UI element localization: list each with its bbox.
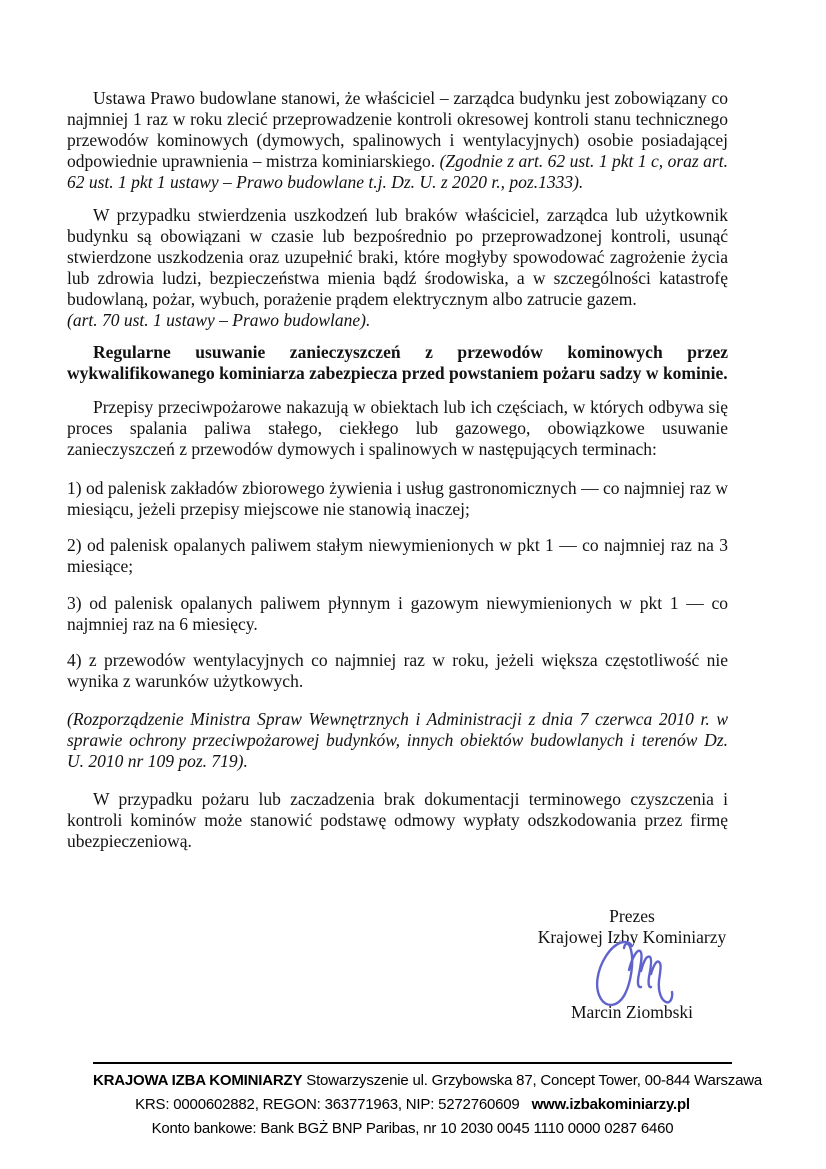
- list-item-deadline-3: 3) od palenisk opalanych paliwem płynnym i gazowym niewymienionych w pkt 1 — co najmniej raz na 6 miesięcy.: [67, 593, 728, 634]
- list-item-deadline-2: 2) od palenisk opalanych paliwem stałym niewymienionych w pkt 1 — co najmniej raz na 3 miesiące;: [67, 535, 728, 576]
- footer-website-link: www.izbakominiarzy.pl: [531, 1096, 690, 1113]
- footer-org-address: Stowarzyszenie ul. Grzybowska 87, Concept Tower, 00-844 Warszawa: [306, 1072, 763, 1089]
- paragraph-fire-rules-intro: Przepisy przeciwpożarowe nakazują w obiektach lub ich częściach, w których odbywa się proces spalania paliwa stałego, ciekłego lub gazowego, obowiązkowe usuwanie zanieczyszczeń z przewodów dymowych i spalinowych w następujących terminach:: [67, 397, 728, 459]
- paragraph-insurance: W przypadku pożaru lub zaczadzenia brak dokumentacji terminowego czyszczenia i kontroli kominów może stanowić podstawę odmowy wypłaty odszkodowania przez firmę ubezpieczeniową.: [67, 789, 728, 851]
- intro-legal-reference: (Zgodnie z art. 62 ust. 1 pkt 1 c, oraz art. 62 ust. 1 pkt 1 ustawy – Prawo budowlane t.j. Dz. U. z 2020 r., poz.1333).: [67, 151, 728, 192]
- footer-org-line: [93, 1069, 763, 1093]
- footer: [93, 1062, 763, 1141]
- obligations-text: W przypadku stwierdzenia uszkodzeń lub braków właściciel, zarządca lub użytkownik budynku są obowiązani w czasie lub bezpośrednio po przeprowadzonej kontroli, usunąć stwierdzone uszkodzenia oraz uzupełnić braki, które mogłyby spowodować zagrożenie życia lub zdrowia ludzi, bezpieczeństwa mienia bądź środowiska, a w szczególności katastrofę budowlaną, pożar, wybuch, porażenie prądem elektrycznym albo zatrucie gazem.: [67, 205, 728, 309]
- obligations-legal-reference: (art. 70 ust. 1 ustawy – Prawo budowlane).: [67, 310, 371, 330]
- signature-title: Prezes: [609, 906, 655, 926]
- footer-registry-numbers: KRS: 0000602882, REGON: 363771963, NIP: 5272760609: [135, 1096, 520, 1113]
- footer-org-name: KRAJOWA IZBA KOMINIARZY: [93, 1072, 303, 1089]
- footer-bank-line: Konto bankowe: Bank BGŻ BNP Paribas, nr 10 2030 0045 1110 0000 0287 6460: [151, 1120, 674, 1137]
- footer-registry-line: [93, 1093, 732, 1117]
- document-body: [67, 88, 728, 1023]
- signature-name: Marcin Ziombski: [571, 1002, 693, 1022]
- paragraph-emphasis: Regularne usuwanie zanieczyszczeń z przewodów kominowych przez wykwalifikowanego kominiarza zabezpiecza przed powstaniem pożaru sadzy w kominie.: [67, 342, 728, 383]
- paragraph-intro: [67, 88, 728, 193]
- paragraph-regulation-reference: (Rozporządzenie Ministra Spraw Wewnętrznych i Administracji z dnia 7 czerwca 2010 r. w sprawie ochrony przeciwpożarowej budynków, innych obiektów budowlanych i terenów Dz. U. 2010 nr 109 poz. 719).: [67, 709, 728, 771]
- signature-organization: Krajowej Izby Kominiarzy: [537, 927, 727, 947]
- list-item-deadline-1: 1) od palenisk zakładów zbiorowego żywienia i usług gastronomicznych — co najmniej raz w miesiącu, jeżeli przepisy miejscowe nie stanowią inaczej;: [67, 478, 728, 519]
- signature-ink-path: [597, 942, 672, 1005]
- signature-block: [527, 906, 737, 1023]
- paragraph-obligations: [67, 205, 728, 310]
- intro-text: Ustawa Prawo budowlane stanowi, że właściciel – zarządca budynku jest zobowiązany co najmniej 1 raz w roku zlecić przeprowadzenie kontroli okresowej kontroli stanu technicznego przewodów kominowych (dymowych, spalinowych i wentylacyjnych) osobie posiadającej odpowiednie uprawnienia – mistrza kominiarskiego.: [67, 88, 728, 171]
- list-item-deadline-4: 4) z przewodów wentylacyjnych co najmniej raz w roku, jeżeli większa częstotliwość nie wynika z warunków użytkowych.: [67, 650, 728, 691]
